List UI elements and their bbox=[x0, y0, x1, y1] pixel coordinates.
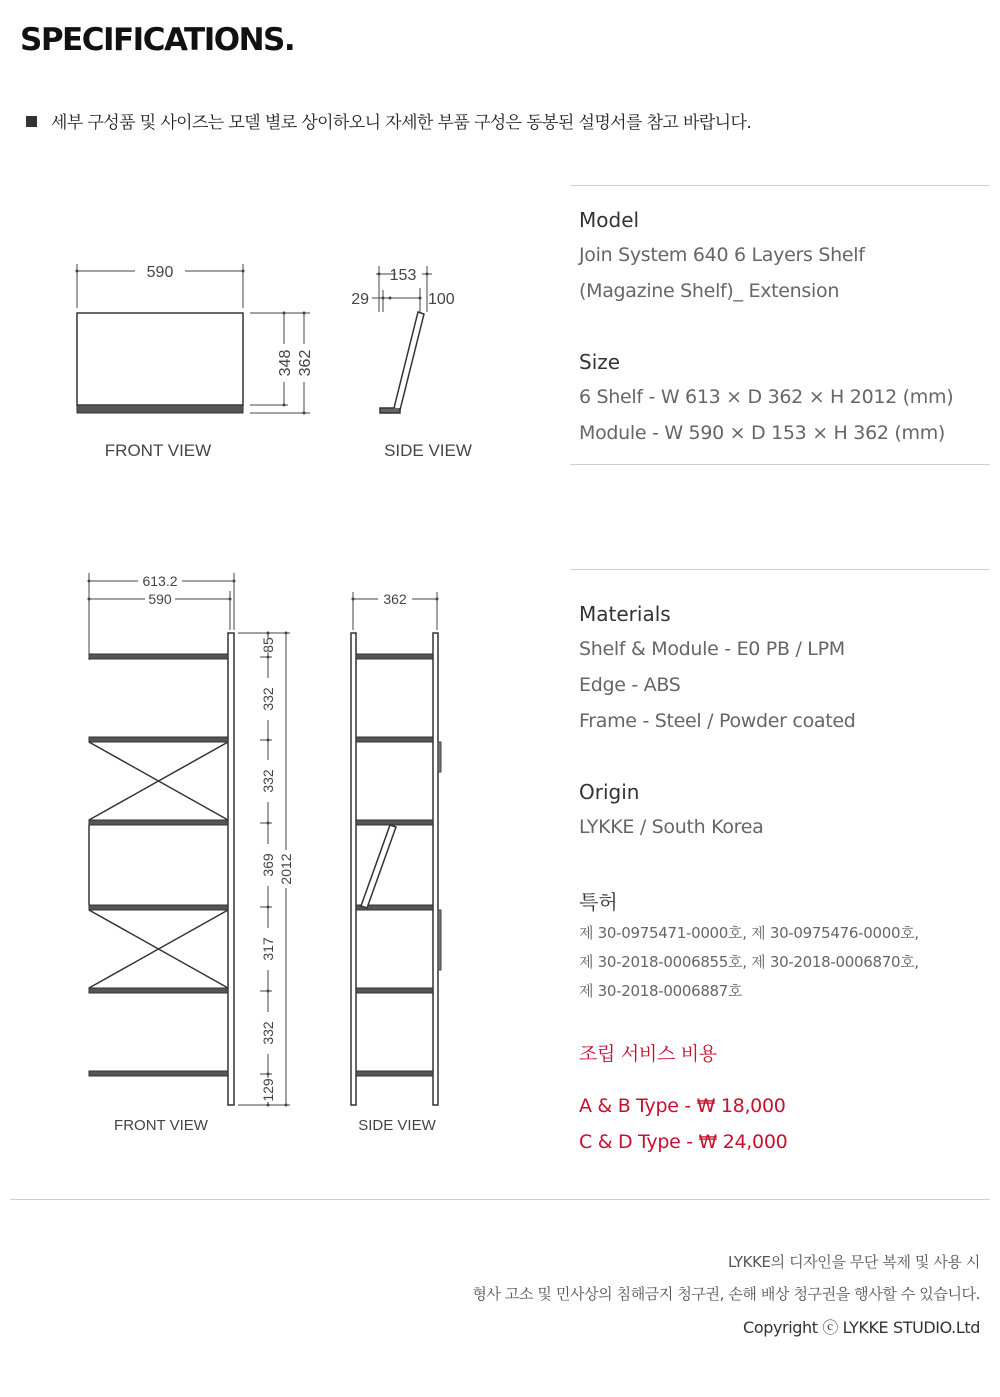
spec-materials-origin bbox=[579, 602, 989, 1167]
side-depth-label: 153 bbox=[389, 267, 417, 284]
model-line: (Magazine Shelf)_ Extension bbox=[579, 280, 840, 302]
side-view-caption: SIDE VIEW bbox=[358, 1117, 436, 1134]
spacing-label: 129 bbox=[260, 1078, 276, 1102]
footer-line: 형사 고소 및 민사상의 침해금지 청구권, 손해 배상 청구권을 행사할 수 있습니다. bbox=[472, 1285, 980, 1303]
front-view-caption: FRONT VIEW bbox=[104, 441, 212, 460]
spec-model-size bbox=[579, 208, 989, 458]
size-line: 6 Shelf - W 613 × D 362 × H 2012 (mm) bbox=[579, 386, 954, 408]
copyright-notice bbox=[472, 1251, 980, 1347]
notice-text: 세부 구성품 및 사이즈는 모델 별로 상이하오니 자세한 부품 구성은 동봉된 설명서를 참고 바랍니다. bbox=[51, 113, 752, 133]
side-view-caption: SIDE VIEW bbox=[384, 441, 472, 460]
patent-heading: 특허 bbox=[579, 890, 618, 914]
side-right-label: 100 bbox=[428, 291, 455, 308]
service-price-line: C & D Type - ₩ 24,000 bbox=[579, 1131, 788, 1153]
front-height-inner-label: 348 bbox=[277, 349, 294, 377]
service-price-line: A & B Type - ₩ 18,000 bbox=[579, 1095, 786, 1117]
bottom-dimension-diagram bbox=[60, 560, 500, 1150]
patent-line: 제 30-0975471-0000호, 제 30-0975476-0000호, bbox=[579, 924, 919, 942]
footer-line: LYKKE의 디자인을 무단 복제 및 사용 시 bbox=[727, 1253, 980, 1271]
depth-label: 362 bbox=[383, 591, 407, 607]
module-width-label: 590 bbox=[148, 591, 172, 607]
spacing-label: 332 bbox=[260, 1021, 276, 1045]
side-left-label: 29 bbox=[351, 291, 369, 308]
notice-line bbox=[26, 108, 751, 133]
materials-line: Frame - Steel / Powder coated bbox=[579, 710, 856, 732]
spacing-label: 85 bbox=[260, 637, 276, 653]
front-view-caption: FRONT VIEW bbox=[114, 1117, 208, 1134]
spacing-label: 332 bbox=[260, 769, 276, 793]
materials-line: Edge - ABS bbox=[579, 674, 681, 696]
spacing-label: 332 bbox=[260, 687, 276, 711]
spacing-label: 369 bbox=[260, 853, 276, 877]
total-width-label: 613.2 bbox=[142, 573, 178, 589]
front-width-label: 590 bbox=[146, 264, 174, 281]
origin-line: LYKKE / South Korea bbox=[579, 816, 764, 838]
divider bbox=[570, 464, 990, 465]
top-dimension-diagram bbox=[60, 250, 500, 470]
model-line: Join System 640 6 Layers Shelf bbox=[579, 244, 865, 266]
patent-line: 제 30-2018-0006855호, 제 30-2018-0006870호, bbox=[579, 953, 919, 971]
spacing-label: 317 bbox=[260, 937, 276, 961]
copyright-text: Copyright ⓒ LYKKE STUDIO.Ltd bbox=[743, 1318, 980, 1337]
square-bullet-icon bbox=[26, 116, 37, 127]
assembly-service-heading: 조립 서비스 비용 bbox=[579, 1043, 717, 1065]
materials-line: Shelf & Module - E0 PB / LPM bbox=[579, 638, 845, 660]
patent-line: 제 30-2018-0006887호 bbox=[579, 982, 743, 1000]
total-height-label: 2012 bbox=[278, 853, 294, 885]
origin-heading: Origin bbox=[579, 780, 640, 804]
page-title: SPECIFICATIONS. bbox=[20, 22, 295, 58]
size-heading: Size bbox=[579, 350, 621, 374]
divider bbox=[10, 1199, 990, 1200]
materials-heading: Materials bbox=[579, 602, 671, 626]
front-height-outer-label: 362 bbox=[297, 349, 314, 377]
divider bbox=[570, 185, 990, 186]
divider bbox=[570, 569, 990, 570]
size-line: Module - W 590 × D 153 × H 362 (mm) bbox=[579, 422, 946, 444]
model-heading: Model bbox=[579, 208, 640, 232]
